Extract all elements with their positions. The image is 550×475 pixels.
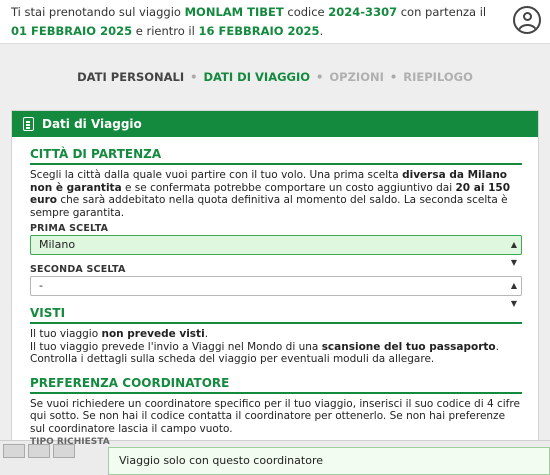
trip-code: 2024-3307 xyxy=(328,5,398,19)
dropdown-arrow-icon: ▲ ▼ xyxy=(510,281,517,308)
return-date: 16 FEBBRAIO 2025 xyxy=(198,24,320,38)
request-type-label: TIPO RICHIESTA xyxy=(30,437,110,447)
step-options: OPZIONI xyxy=(329,70,384,84)
step-separator-dot: • xyxy=(389,70,398,84)
card-header xyxy=(12,111,538,137)
travel-data-card xyxy=(11,110,539,450)
second-choice-select[interactable]: - ▲ ▼ xyxy=(30,276,522,296)
dropdown-arrow-icon: ▲ ▼ xyxy=(510,240,517,267)
second-choice-label: SECONDA SCELTA xyxy=(30,264,126,275)
visas-line-1: Il tuo viaggio non prevede visti. xyxy=(30,328,209,340)
toolbar-button[interactable] xyxy=(3,444,25,458)
step-personal-data[interactable]: DATI PERSONALI xyxy=(77,70,185,84)
step-travel-data: DATI DI VIAGGIO xyxy=(203,70,311,84)
booking-steps xyxy=(0,70,550,84)
step-separator-dot: • xyxy=(190,70,198,84)
trip-name: MONLAM TIBET xyxy=(184,5,284,19)
coordinator-title: PREFERENZA COORDINATORE xyxy=(30,376,522,394)
document-icon xyxy=(23,117,34,131)
visas-line-2: Il tuo viaggio prevede l'invio a Viaggi nel Mondo di una scansione del tuo passaporto. Controlla i dettagli sulla scheda del viaggio per eventuali moduli da allegare. xyxy=(30,340,499,365)
step-separator-dot: • xyxy=(316,70,324,84)
user-account-icon[interactable] xyxy=(513,6,541,34)
step-summary: RIEPILOGO xyxy=(403,70,473,84)
first-choice-label: PRIMA SCELTA xyxy=(30,223,109,234)
visas-title: VISTI xyxy=(30,306,522,324)
departure-date: 01 FEBBRAIO 2025 xyxy=(11,24,133,38)
trip-summary-text: Ti stai prenotando sul viaggio MONLAM TIBET codice 2024-3307 con partenza il 01 FEBBRAIO 2025 e rientro il 16 FEBBRAIO 2025. xyxy=(11,5,487,38)
trip-summary-bar xyxy=(0,0,550,44)
coordinator-description: Se vuoi richiedere un coordinatore specifico per il tuo viaggio, inserisci il suo codice di 4 cifre qui sotto. Se non hai il codice contatta il coordinatore per ottenerlo. Se non hai preferenze sul coordinatore lascia il campo vuoto. xyxy=(30,397,520,435)
card-title: Dati di Viaggio xyxy=(42,117,142,131)
departure-city-description: Scegli la città dalla quale vuoi partire con il tuo volo. Una prima scelta diversa da Milano non è garantita e se confermata potrebbe comportare un costo aggiuntivo dai 20 ai 150 euro che sarà addebitato nella quota definitiva al momento del saldo. La seconda scelta è sempre garantita. xyxy=(30,169,510,219)
departure-city-title: CITTÀ DI PARTENZA xyxy=(30,147,522,165)
first-choice-select[interactable]: Milano ▲ ▼ xyxy=(30,235,522,255)
request-type-option[interactable]: Viaggio solo con questo coordinatore xyxy=(108,447,550,475)
